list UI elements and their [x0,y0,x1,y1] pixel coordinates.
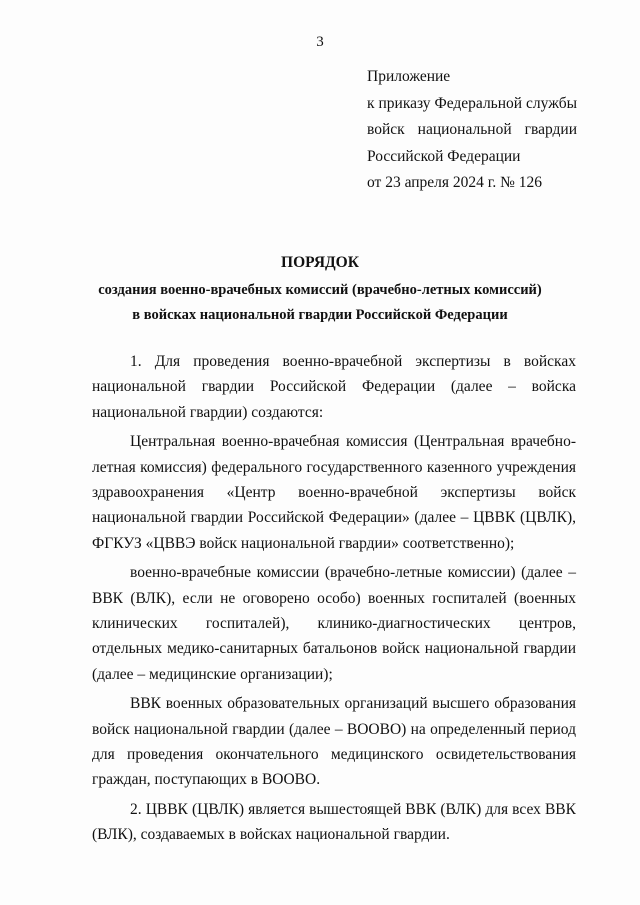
document-title-block [60,250,580,328]
appendix-header [367,64,577,197]
paragraph-5: 2. ЦВВК (ЦВЛК) является вышестоящей ВВК (ВЛК) для всех ВВК (ВЛК), создаваемых в войсках национальной гвардии. [92,801,576,844]
paragraph-4: ВВК военных образовательных организаций высшего образования войск национальной гвардии (далее – ВООВО) на определенный период для проведения окончательного медицинского освидетельствования граждан, поступающих в ВООВО. [92,695,576,789]
document-body [92,349,576,852]
paragraph-1: 1. Для проведения военно-врачебной экспертизы в войсках национальной гвардии Российской Федерации (далее – войска национальной гвардии) создаются: [92,353,576,421]
appendix-line-1: Приложение [367,68,451,85]
paragraph-2: Центральная военно-врачебная комиссия (Центральная врачебно-летная комиссия) федерального государственного казенного учреждения здравоохранения «Центр военно-врачебной экспертизы войск национальной гвардии Российской Федерации» (далее – ЦВВК (ЦВЛК), ФГКУЗ «ЦВВЭ войск национальной гвардии» соответственно); [92,433,576,552]
appendix-line-3: войск национальной гвардии [367,121,577,138]
document-subtitle-line-2: в войсках национальной гвардии Российской Федерации [132,307,508,323]
document-title: ПОРЯДОК [281,254,359,271]
page-number: 3 [316,34,324,50]
appendix-line-4: Российской Федерации [367,147,521,165]
appendix-line-2: к приказу Федеральной службы [367,94,577,112]
appendix-line-5: от 23 апреля 2024 г. № 126 [367,174,543,191]
document-subtitle-line-1: создания военно-врачебных комиссий (врачебно-летных комиссий) [98,282,542,298]
paragraph-3: военно-врачебные комиссии (врачебно-летные комиссии) (далее – ВВК (ВЛК), если не оговорено особо) военных госпиталей (военных клинических госпиталей), клинико-диагностических центров, отдельных медико-санитарных батальонов войск национальной гвардии (далее – медицинские организации); [92,564,576,683]
